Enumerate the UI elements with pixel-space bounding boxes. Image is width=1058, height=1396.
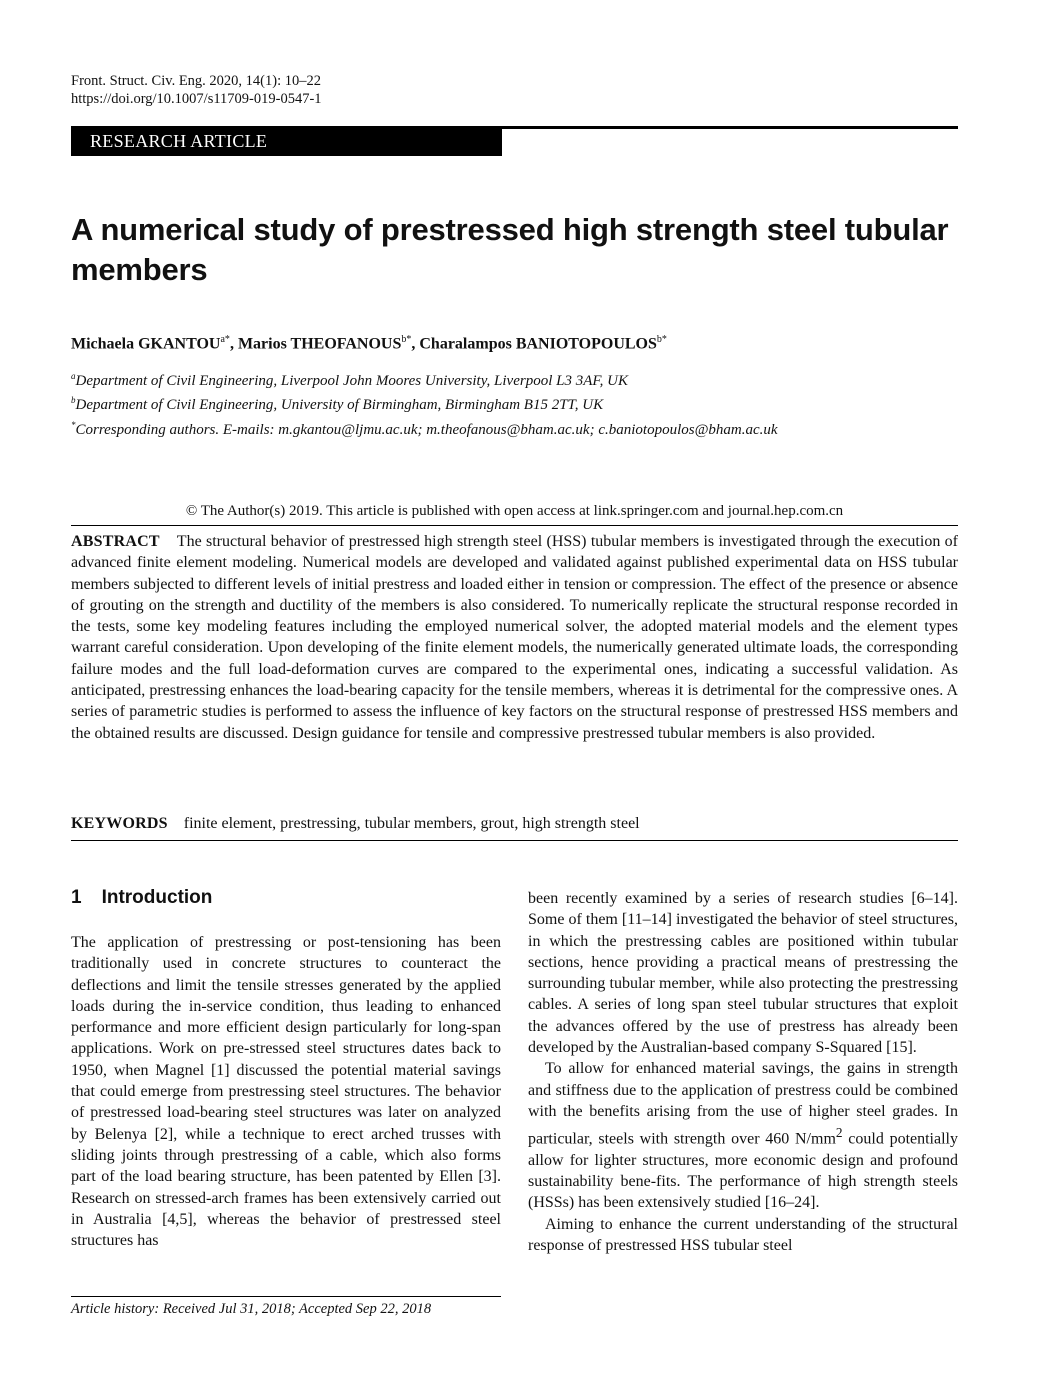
right-column <box>528 888 958 1256</box>
paragraph: been recently examined by a series of research studies [6–14]. Some of them [11–14] investigated the behavior of steel structures, in which the prestressing cables are positioned within tubular sections, hence providing a practical means of prestressing the surrounding tubular member, while also protecting the prestressing cables. A series of long span steel tubular structures that exploit the advances offered by the use of prestress has already been developed by the Australian-based company S-Squared [15]. <box>528 890 958 1057</box>
author-name: Marios THEOFANOUS <box>237 335 402 353</box>
article-type-label: RESEARCH ARTICLE <box>90 131 268 151</box>
paragraph: Aiming to enhance the current understanding of the structural response of prestressed HSS tubular steel <box>528 1215 958 1255</box>
section-title: Introduction <box>101 887 213 908</box>
paragraph: The application of prestressing or post-tensioning has been traditionally used in concrete structures to counteract the deflections and limit the tensile stresses generated by the applied loads during the in-service condition, thus leading to enhanced performance and more efficient design particularly for long-span applications. Work on pre-stressed steel structures dates back to 1950, when Magnel [1] discussed the potential material savings that could emerge from prestressing steel structures. The behavior of prestressed load-bearing steel structures was later on analyzed by Belenya [2], while a technique to erect arched trusses with sliding joints through prestressing of a cable, which also forms part of the load bearing structure, has been patented by Ellen [3]. Research on stressed-arch frames has been extensively carried out in Australia [4,5], whereas the behavior of prestressed steel structures has <box>71 934 501 1250</box>
paragraph-text: To allow for enhanced material savings, the gains in strength and stiffness due to the application of prestress could be combined with the benefits arising from the use of higher steel grades. In particular, steels with strength over 460 N/mm <box>528 1060 958 1148</box>
abstract-label: ABSTRACT <box>71 533 160 550</box>
affiliation-sup: a <box>71 371 76 381</box>
journal-doi[interactable]: https://doi.org/10.1007/s11709-019-0547-1 <box>71 91 322 107</box>
affiliation <box>71 395 603 414</box>
paper-title: A numerical study of prestressed high strength steel tubular members <box>71 212 949 287</box>
left-column <box>71 932 501 1251</box>
article-type-bar <box>71 126 958 156</box>
paragraph <box>528 1058 958 1213</box>
paragraph-text: could potentially allow for lighter structures, more economic design and profound sustainability bene-fits. The performance of high strength steels (HSSs) has been extensively studied [16–24]. <box>528 1130 958 1212</box>
affiliation-sup: * <box>71 420 76 430</box>
article-history: Article history: Received Jul 31, 2018; Accepted Sep 22, 2018 <box>71 1301 432 1317</box>
abstract-top-rule <box>71 525 958 526</box>
author-name: Michaela GKANTOU <box>71 335 221 353</box>
superscript: 2 <box>835 1125 843 1141</box>
abstract-text: The structural behavior of prestressed high strength steel (HSS) tubular members is investigated through the execution of advanced finite element modeling. Numerical models are developed and validated against published experimental data on HSS tubular members subjected to different levels of initial prestress and loaded either in tension or compression. The effect of the presence or absence of grouting on the strength and ductility of the members is also considered. To numerically replicate the structural response recorded in the tests, some key modeling features including the employed numerical solver, the adopted material models and the element types warrant careful consideration. Upon developing of the finite element models, the numerically generated ultimate loads, the corresponding failure modes and the full load-deformation curves are compared to the experimental ones, indicating a successful validation. As anticipated, prestressing enhances the load-bearing capacity for the tensile members, whereas it is detrimental for the compressive ones. A series of parametric studies is performed to assess the influence of key factors on the structural response of prestressed HSS members and the obtained results are discussed. Design guidance for tensile and compressive prestressed tubular members is also provided. <box>71 533 958 742</box>
section-number: 1 <box>71 887 82 908</box>
abstract <box>71 531 958 744</box>
journal-header <box>71 72 322 108</box>
keywords-bottom-rule <box>71 840 958 841</box>
corresponding-authors <box>71 420 778 439</box>
keywords-label: KEYWORDS <box>71 815 168 832</box>
section-heading <box>71 887 212 909</box>
author-sup: b* <box>656 334 667 345</box>
affiliation <box>71 371 628 390</box>
copyright-notice: © The Author(s) 2019. This article is published with open access at link.springer.com and journal.hep.com.cn <box>185 503 844 519</box>
author-name: Charalampos BANIOTOPOULOS <box>419 335 657 353</box>
author-list: Michaela $GKANTOU^{a*}$, Marios $THEOFANOUS^{b*}$, Charalampos $BANIOTOPOULOS^{b*}$ <box>71 334 667 353</box>
journal-citation: Front. Struct. Civ. Eng. 2020, 14(1): 10–22 <box>71 73 321 89</box>
keywords <box>71 815 640 833</box>
affiliation-text: Department of Civil Engineering, University of Birmingham, Birmingham B15 2TT, UK <box>75 397 604 413</box>
footnote-rule <box>71 1296 501 1297</box>
author-sup: b* <box>401 334 412 345</box>
affiliation-text: Corresponding authors. E-mails: m.gkantou@ljmu.ac.uk; m.theofanous@bham.ac.uk; c.baniotopoulos@bham.ac.uk <box>75 422 778 438</box>
keywords-text: finite element, prestressing, tubular members, grout, high strength steel <box>183 815 640 832</box>
affiliation-sup: b <box>71 395 76 405</box>
affiliation-text: Department of Civil Engineering, Liverpool John Moores University, Liverpool L3 3AF, UK <box>75 373 628 389</box>
author-sup: a* <box>220 334 230 345</box>
